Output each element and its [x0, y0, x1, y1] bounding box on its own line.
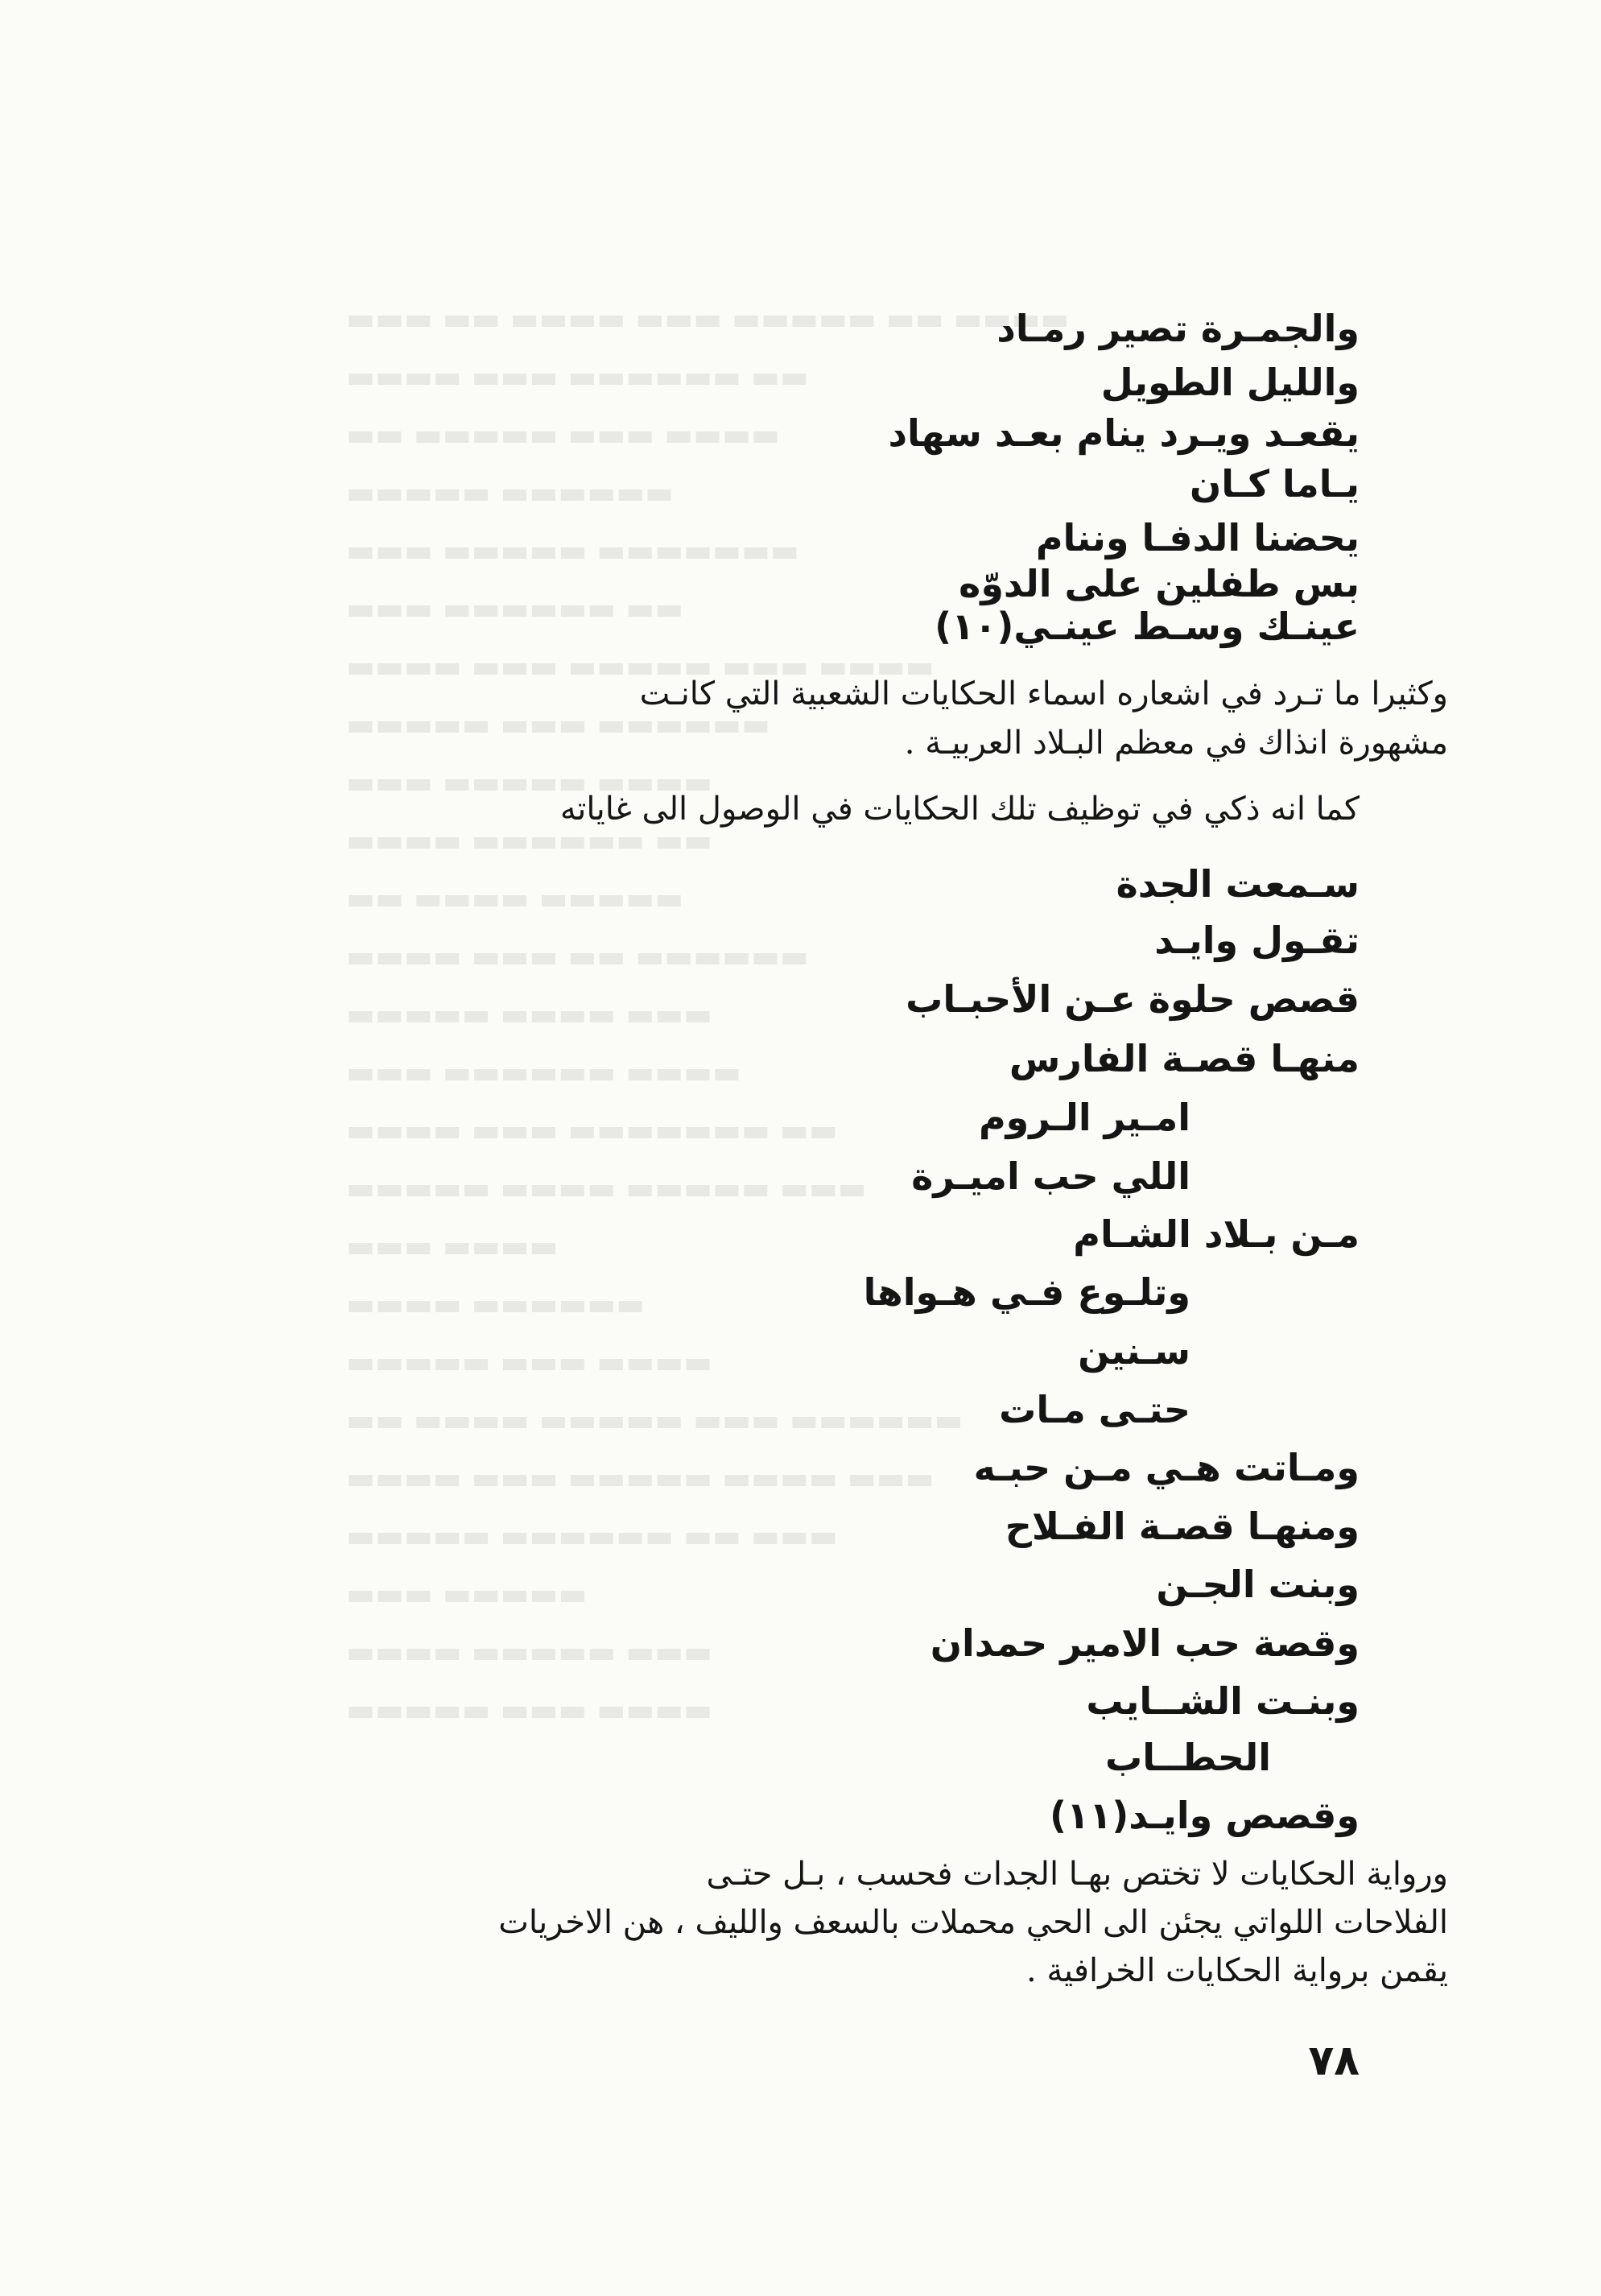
bleed-through-texture: ▬▬▬ ▬▬ ▬▬▬▬ ▬▬▬ ▬▬▬▬▬ ▬▬ ▬▬▬▬ ▬▬▬▬ ▬▬▬ ▬▬▬▬▬▬ ▬▬ ▬▬ ▬▬▬▬▬ ▬▬▬ ▬▬▬▬ ▬▬▬▬▬ ▬▬▬▬▬▬ ▬▬▬ ▬▬▬▬▬ ▬▬▬▬▬▬▬ ▬▬▬ ▬▬▬▬▬▬ ▬▬ ▬▬▬▬ ▬▬▬ ▬▬▬▬▬ ▬▬▬ ▬▬▬▬ ▬▬▬▬▬ ▬▬▬ ▬▬▬▬▬▬ ▬▬▬ ▬▬▬▬▬ ▬▬▬▬ ▬▬▬▬ ▬▬▬▬▬▬ ▬▬ ▬▬ ▬▬▬▬ ▬▬▬▬▬ ▬▬▬▬ ▬▬▬ ▬▬ ▬▬▬▬▬▬ ▬▬▬▬▬ ▬▬▬▬ ▬▬▬ ▬▬▬ ▬▬▬▬▬▬ ▬▬▬▬ ▬▬▬▬ ▬▬▬ ▬▬▬▬▬▬▬ ▬▬ ▬▬▬▬▬ ▬▬▬▬ ▬▬▬▬▬ ▬▬▬ ▬▬▬ ▬▬▬▬ ▬▬▬▬ ▬▬▬▬▬▬ ▬▬▬▬▬ ▬▬▬ ▬▬▬▬ ▬▬ ▬▬▬▬ ▬▬▬▬▬ ▬▬▬ ▬▬▬▬▬▬ ▬▬▬▬ ▬▬▬ ▬▬▬▬▬ ▬▬▬▬ ▬▬▬ ▬▬▬▬▬ ▬▬▬▬▬▬ ▬▬ ▬▬▬ ▬▬▬ ▬▬▬▬▬ ▬▬▬▬ ▬▬▬▬▬ ▬▬▬ ▬▬▬▬▬ ▬▬▬ ▬▬▬▬: [346, 301, 1070, 1728]
paragraph-line: مشهورة انذاك في معظم البـلاد العربيـة .: [904, 725, 1448, 762]
verse-line: سـنين: [1078, 1329, 1190, 1373]
verse-line: والجمـرة تصير رمـاد: [996, 307, 1360, 350]
verse-line: وقصص وايـد(١١): [1050, 1794, 1360, 1837]
paragraph-line: يقمن برواية الحكايات الخرافية .: [1025, 1952, 1448, 1989]
paragraph-line: كما انه ذكي في توظيف تلك الحكايات في الوصول الى غاياته: [559, 791, 1360, 828]
verse-line: سـمعت الجدة: [1116, 862, 1360, 906]
page-number: ٧٨: [1308, 2037, 1360, 2085]
verse-line: ومـاتت هـي مـن حبـه: [973, 1446, 1360, 1489]
verse-line: حتـى مـات: [999, 1388, 1190, 1431]
verse-line: ومنهـا قصـة الفـلاح: [1005, 1505, 1360, 1548]
verse-line: يحضنا الدفـا وننام: [1035, 516, 1360, 560]
paragraph-line: وكثيرا ما تـرد في اشعاره اسماء الحكايات الشعبية التي كانـت: [639, 675, 1448, 712]
verse-line: بس طفلين على الدوّه: [959, 562, 1360, 605]
verse-line: عينـك وسـط عينـي(١٠): [935, 605, 1360, 648]
verse-line: وبنـت الشــايب: [1086, 1679, 1360, 1723]
verse-line: وقصة حب الامير حمدان: [930, 1621, 1360, 1665]
verse-line: منهـا قصـة الفارس: [1009, 1037, 1360, 1080]
verse-line: والليل الطويل: [1100, 361, 1360, 404]
verse-line: يـاما كـان: [1189, 462, 1360, 506]
verse-line: وبنت الجـن: [1156, 1563, 1360, 1606]
paragraph-line: الفلاحات اللواتي يجئن الى الحي محملات بالسعف والليف ، هن الاخريات: [498, 1904, 1448, 1941]
verse-line: وتلـوع فـي هـواها: [863, 1270, 1190, 1314]
text-column: [233, 0, 1448, 2093]
verse-line: اللي حب اميـرة: [911, 1154, 1190, 1198]
verse-line: مـن بـلاد الشـام: [1073, 1212, 1360, 1256]
verse-line: قصص حلوة عـن الأحبـاب: [906, 977, 1360, 1021]
verse-line: تقـول وايـد: [1154, 919, 1360, 962]
verse-line: الحطــاب: [1105, 1736, 1271, 1779]
verse-line: امـير الـروم: [978, 1096, 1190, 1139]
verse-line: يقعـد ويـرد ينام بعـد سهاد: [888, 411, 1360, 455]
paragraph-line: ورواية الحكايات لا تختص بهـا الجدات فحسب ، بـل حتـى: [706, 1856, 1448, 1893]
